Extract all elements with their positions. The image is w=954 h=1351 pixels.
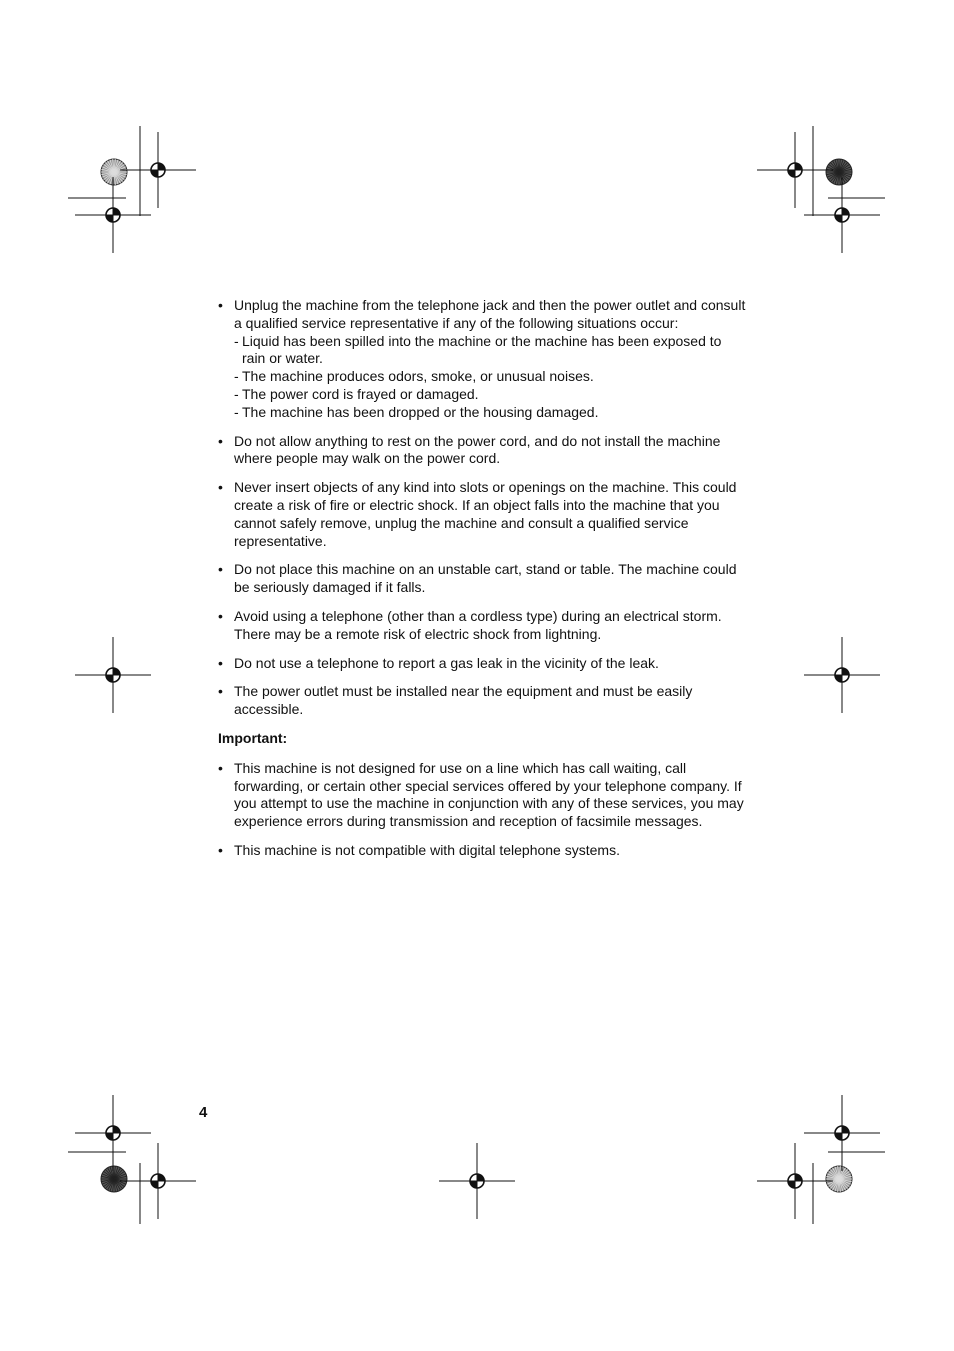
list-item [218,479,748,550]
dash-icon: - [234,403,239,420]
bullet-icon: • [218,683,223,700]
list-item [218,760,748,831]
registration-mark-icon [804,637,880,713]
list-item [218,655,748,673]
list-item-text: The power outlet must be installed near the equipment and must be easily accessible. [234,683,693,718]
registration-mark-icon [804,177,880,253]
list-item-text: This machine is not designed for use on a line which has call waiting, call forwarding, or certain other special services offered by your telephone company. If you attempt to use the machine in conjunction with any of these services, you may experience errors during transmission and reception of facsimile messages. [234,759,744,830]
bullet-icon: • [218,479,223,496]
bullet-icon: • [218,297,223,313]
color-target-icon [101,159,127,185]
sub-list-item-text: Liquid has been spilled into the machine or the machine has been exposed to rain or water. [242,332,722,367]
sub-list [234,333,748,422]
list-item [218,608,748,644]
registration-mark-icon [75,637,151,713]
registration-mark-icon [439,1143,515,1219]
list-item [218,297,748,422]
important-heading: Important: [218,729,288,746]
list-item-text: Do not allow anything to rest on the power cord, and do not install the machine where people may walk on the power cord. [234,432,721,467]
safety-list [218,297,748,719]
list-item-text: Unplug the machine from the telephone jack and then the power outlet and consult a qualified service representative if any of the following situations occur: [234,297,746,331]
list-item-text: Do not use a telephone to report a gas leak in the vicinity of the leak. [234,654,659,671]
sub-list-item [234,386,748,404]
sub-list-item-text: The machine has been dropped or the housing damaged. [242,403,599,420]
registration-mark-icon [804,1095,880,1171]
color-target-icon [101,1166,127,1192]
list-item [218,433,748,469]
registration-mark-icon [120,1143,196,1219]
list-item-text: This machine is not compatible with digital telephone systems. [234,841,620,858]
list-item [218,683,748,719]
list-item-text: Do not place this machine on an unstable cart, stand or table. The machine could be seriously damaged if it falls. [234,561,737,596]
sub-list-item [234,404,748,422]
sub-list-item-text: The machine produces odors, smoke, or unusual noises. [242,368,594,385]
bullet-icon: • [218,841,223,858]
sub-list-item-text: The power cord is frayed or damaged. [242,385,479,402]
bullet-icon: • [218,759,223,776]
color-target-icon [826,1166,852,1192]
dash-icon: - [234,332,239,349]
registration-mark-icon [75,1095,151,1171]
list-item [218,561,748,597]
page-number: 4 [199,1104,208,1121]
sub-list-item [234,333,748,369]
dash-icon: - [234,385,239,402]
registration-mark-icon [757,1143,833,1219]
bullet-icon: • [218,561,223,578]
bullet-icon: • [218,432,223,449]
registration-mark-icon [757,132,833,208]
bullet-icon: • [218,654,223,671]
dash-icon: - [234,368,239,385]
list-item-text: Avoid using a telephone (other than a cordless type) during an electrical storm. There may be a remote risk of electric shock from lightning. [234,607,722,642]
sub-list-item [234,368,748,386]
bullet-icon: • [218,607,223,624]
list-item [218,842,748,860]
list-item-text: Never insert objects of any kind into slots or openings on the machine. This could create a risk of fire or electric shock. If an object falls into the machine that you cannot safely remove, unplug the machine and consult a qualified service representative. [234,479,737,549]
color-target-icon [826,159,852,185]
document-body [218,297,748,871]
registration-mark-icon [120,132,196,208]
important-list [218,760,748,860]
